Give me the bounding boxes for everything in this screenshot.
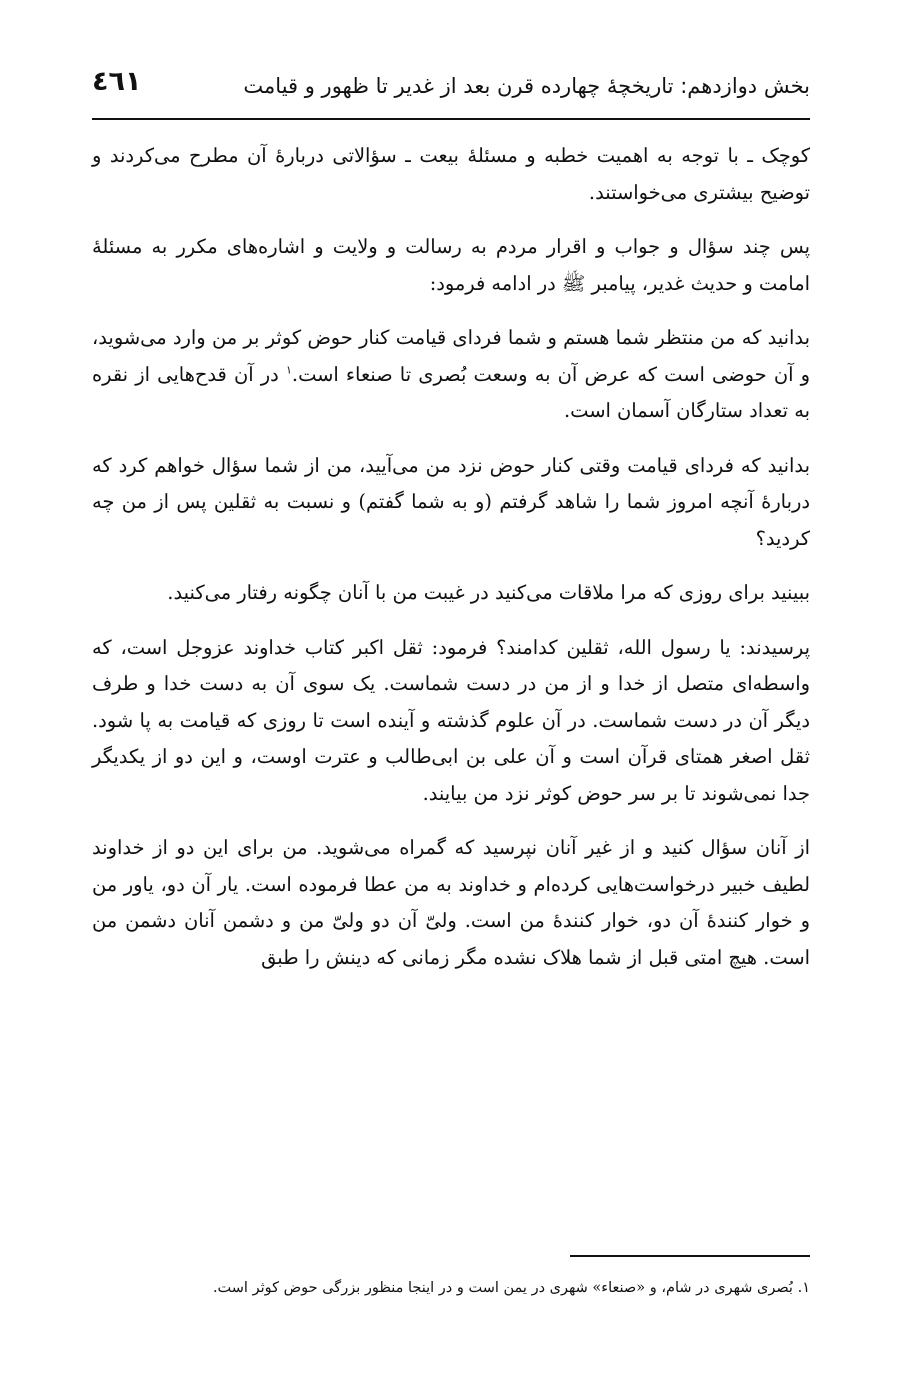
- paragraph-7: از آنان سؤال کنید و از غیر آنان نپرسید که گمراه می‌شوید. من برای این دو از خداوند لطیف خبیر درخواست‌هایی کرده‌ام و خداوند به من عطا فرموده است. یار آن دو، یاور من و خوار کنندهٔ آن دو، خوار کنندهٔ من است. ولیّ آن دو ولیّ من و دشمن آنان دشمن من است. هیچ امتی قبل از شما هلاک نشده مگر زمانی که دینش را طبق: [92, 836, 810, 969]
- paragraph-5: ببینید برای روزی که مرا ملاقات می‌کنید در غیبت من با آنان چگونه رفتار می‌کنید.: [167, 581, 810, 604]
- header-rule: [92, 118, 810, 120]
- footnote: ١. بُصری شهری در شام، و «صنعاء» شهری در یمن است و در اینجا منظور بزرگی حوض کوثر است.: [212, 1280, 810, 1296]
- body-text: [92, 138, 810, 994]
- paragraph-4: بدانید که فردای قیامت وقتی کنار حوض نزد من می‌آیید، من از شما سؤال خواهم کرد که دربارهٔ آنچه امروز شما را شاهد گرفتم (و به شما گفتم) و نسبت به ثقلین پس از من چه کردید؟: [92, 453, 810, 550]
- page-number: ٤٦١: [92, 66, 142, 97]
- footnote-rule: [570, 1255, 810, 1257]
- footnote-reference[interactable]: ١: [285, 363, 292, 377]
- paragraph-2: پس چند سؤال و جواب و اقرار مردم به رسالت و ولایت و اشاره‌های مکرر به مسئلهٔ امامت و حدیث غدیر، پیامبر ﷺ در ادامه فرمود:: [92, 235, 810, 295]
- running-head: بخش دوازدهم: تاریخچهٔ چهارده قرن بعد از غدیر تا ظهور و قیامت: [243, 74, 810, 98]
- paragraph-6: پرسیدند: یا رسول الله، ثقلین کدامند؟ فرمود: ثقل اکبر کتاب خداوند عزوجل است، که واسطه‌ای متصل از خدا و از من در دست شماست. یک سوی آن به دست خدا و طرف دیگر آن در دست شماست. در آن علوم گذشته و آینده است تا روزی که قیامت به پا شود. ثقل اصغر همتای قرآن است و آن علی بن ابی‌طالب و عترت اوست، و این دو از یکدیگر جدا نمی‌شوند تا بر سر حوض کوثر نزد من بیایند.: [92, 635, 810, 805]
- paragraph-1: کوچک ـ با توجه به اهمیت خطبه و مسئلهٔ بیعت ـ سؤالاتی دربارهٔ آن مطرح می‌کردند و توضیح بیشتری می‌خواستند.: [92, 144, 810, 204]
- paragraph-3-text-before: بدانید که من منتظر شما هستم و شما فردای قیامت کنار حوض کوثر بر من وارد می‌شوید، و آن حوضی است که عرض آن به وسعت بُصری تا صنعاء است.: [92, 326, 810, 386]
- page-header: [92, 66, 810, 116]
- paragraph-3-text-after: در آن قدح‌هایی از نقره به تعداد ستارگان آسمان است.: [92, 362, 810, 422]
- paragraph-3: [92, 320, 810, 430]
